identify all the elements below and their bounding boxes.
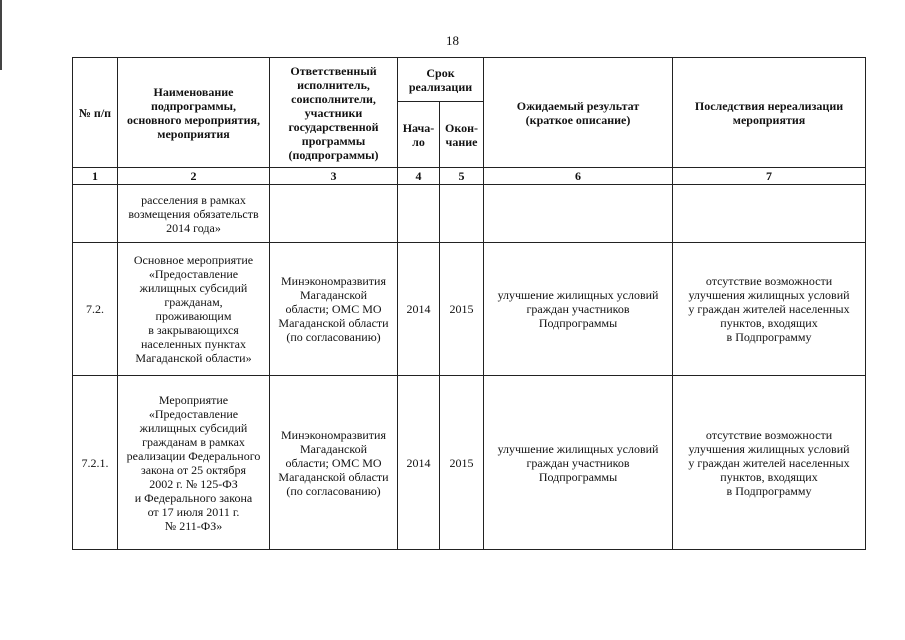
- header-name: Наименование подпрограммы, основного мероприятия, мероприятия: [118, 58, 270, 168]
- row-start: [398, 185, 440, 243]
- table-row: [73, 376, 866, 550]
- row-result: улучшение жилищных условий граждан участников Подпрограммы: [484, 243, 673, 376]
- row-end: 2015: [440, 243, 484, 376]
- row-name: расселения в рамках возмещения обязательств 2014 года»: [118, 185, 270, 243]
- column-number: 6: [484, 168, 673, 185]
- row-number: 7.2.: [73, 243, 118, 376]
- column-number: 1: [73, 168, 118, 185]
- row-consequences: отсутствие возможности улучшения жилищных условий у граждан жителей населенных пунктов, входящих в Подпрограмму: [673, 376, 866, 550]
- row-end: 2015: [440, 376, 484, 550]
- header-start: Нача- ло: [398, 102, 440, 168]
- row-responsible: [270, 185, 398, 243]
- column-number: 2: [118, 168, 270, 185]
- row-start: 2014: [398, 243, 440, 376]
- row-result: улучшение жилищных условий граждан участников Подпрограммы: [484, 376, 673, 550]
- column-number: 5: [440, 168, 484, 185]
- table-row: [73, 243, 866, 376]
- row-number: 7.2.1.: [73, 376, 118, 550]
- row-name: Основное мероприятие «Предоставление жилищных субсидий гражданам, проживающим в закрывающихся населенных пунктах Магаданской области»: [118, 243, 270, 376]
- program-activities-table: [72, 57, 866, 550]
- row-consequences: отсутствие возможности улучшения жилищных условий у граждан жителей населенных пунктов, входящих в Подпрограмму: [673, 243, 866, 376]
- header-number: № п/п: [73, 58, 118, 168]
- header-term: Срок реализации: [398, 58, 484, 102]
- header-responsible: Ответственный исполнитель, соисполнители, участники государственной программы (подпрограммы): [270, 58, 398, 168]
- row-result: [484, 185, 673, 243]
- row-responsible: Минэкономразвития Магаданской области; ОМС МО Магаданской области (по согласованию): [270, 376, 398, 550]
- row-start: 2014: [398, 376, 440, 550]
- table-row: [73, 185, 866, 243]
- row-number: [73, 185, 118, 243]
- row-name: Мероприятие «Предоставление жилищных субсидий гражданам в рамках реализации Федерального закона от 25 октября 2002 г. № 125-ФЗ и Федерального закона от 17 июля 2011 г. № 211-ФЗ»: [118, 376, 270, 550]
- header-consequences: Последствия нереализации мероприятия: [673, 58, 866, 168]
- row-consequences: [673, 185, 866, 243]
- page-number: 18: [446, 33, 459, 48]
- column-number: 7: [673, 168, 866, 185]
- row-responsible: Минэкономразвития Магаданской области; ОМС МО Магаданской области (по согласованию): [270, 243, 398, 376]
- header-end: Окон- чание: [440, 102, 484, 168]
- header-result: Ожидаемый результат (краткое описание): [484, 58, 673, 168]
- column-number: 4: [398, 168, 440, 185]
- table-header-row: [73, 58, 866, 102]
- column-number: 3: [270, 168, 398, 185]
- row-end: [440, 185, 484, 243]
- column-number-row: [73, 168, 866, 185]
